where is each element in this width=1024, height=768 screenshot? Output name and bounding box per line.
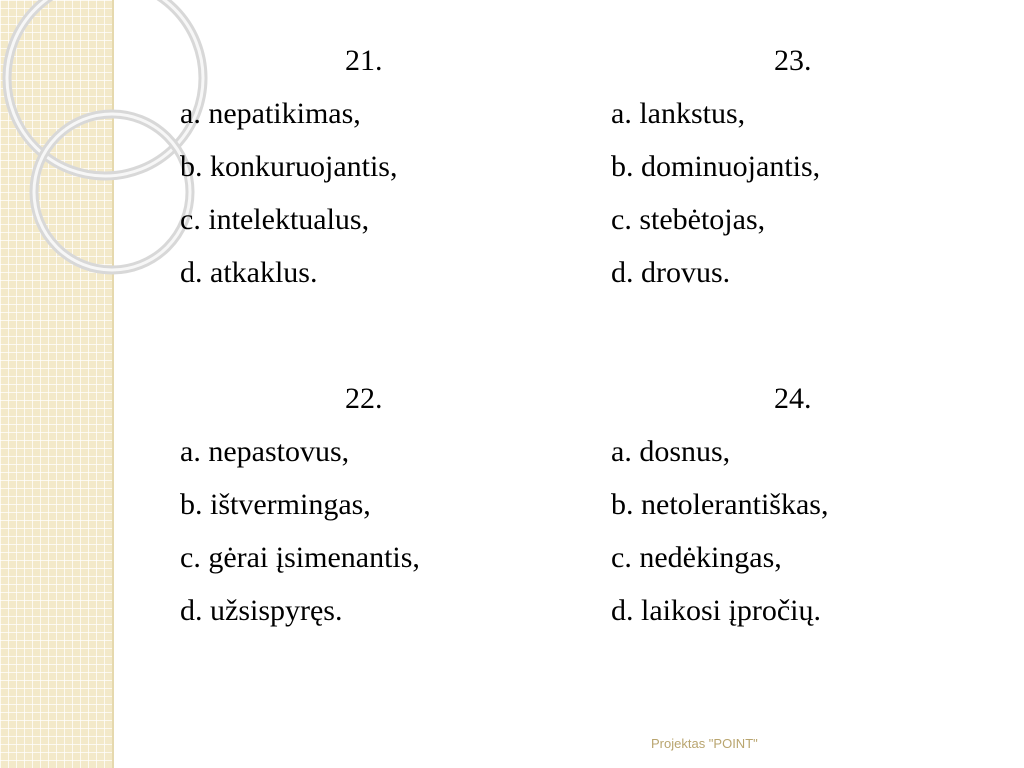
option-d: d. drovus.	[611, 256, 731, 289]
question-number: 22.	[345, 382, 383, 415]
option-d: d. atkaklus.	[180, 256, 318, 289]
option-b: b. ištvermingas,	[180, 488, 371, 521]
option-b: b. dominuojantis,	[611, 150, 821, 183]
option-a: a. dosnus,	[611, 435, 731, 468]
option-b: b. konkuruojantis,	[180, 150, 398, 183]
option-c: c. stebėtojas,	[611, 203, 766, 236]
question-24	[611, 381, 951, 646]
option-c: c. gėrai įsimenantis,	[180, 541, 420, 574]
option-a: a. lankstus,	[611, 97, 746, 130]
option-b: b. netolerantiškas,	[611, 488, 829, 521]
question-number: 21.	[345, 44, 383, 77]
question-22	[180, 381, 520, 646]
option-c: c. intelektualus,	[180, 203, 370, 236]
question-21	[180, 43, 520, 308]
option-a: a. nepastovus,	[180, 435, 350, 468]
question-number: 24.	[774, 382, 812, 415]
option-d: d. laikosi įpročių.	[611, 594, 821, 627]
footer-text: Projektas "POINT"	[651, 736, 758, 751]
option-d: d. užsispyręs.	[180, 594, 343, 627]
option-a: a. nepatikimas,	[180, 97, 361, 130]
question-number: 23.	[774, 44, 812, 77]
question-23	[611, 43, 951, 308]
option-c: c. nedėkingas,	[611, 541, 782, 574]
